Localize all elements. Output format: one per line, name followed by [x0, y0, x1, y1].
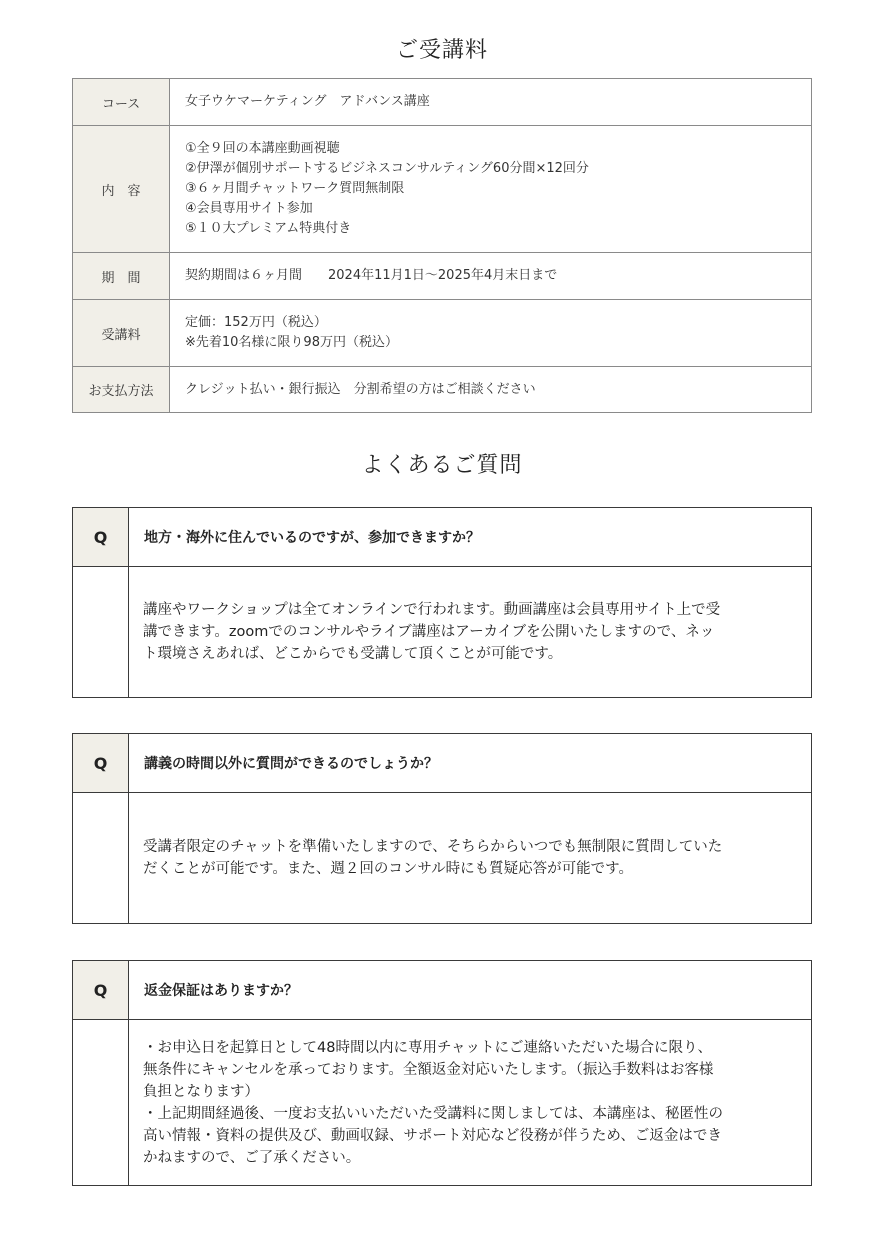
content-item: ①全９回の本講座動画視聴	[185, 141, 340, 156]
answer-line: かねますので、ご了承ください。	[143, 1149, 361, 1166]
fee-value-content	[170, 126, 812, 253]
fee-value-price	[170, 300, 812, 367]
content-item: ④会員専用サイト参加	[185, 201, 313, 216]
answer-gutter	[73, 567, 129, 697]
answer-gutter	[73, 793, 129, 923]
answer-line: 講座やワークショップは全てオンラインで行われます。動画講座は会員専用サイト上で受	[143, 602, 721, 618]
content-item: ⑤１０大プレミアム特典付き	[185, 221, 352, 236]
fee-label-period: 期 間	[73, 253, 170, 300]
fee-label-payment: お支払方法	[73, 367, 170, 413]
faq-item	[72, 733, 812, 924]
fee-row-period	[73, 253, 812, 300]
q-mark: Q	[73, 961, 129, 1019]
answer-line: ト環境さえあれば、どこからでも受講して頂くことが可能です。	[143, 646, 563, 662]
fee-value-payment	[170, 367, 812, 413]
answer-line: ・お申込日を起算日として48時間以内に専用チャットにご連絡いただいた場合に限り、	[143, 1039, 713, 1056]
answer-line: ・上記期間経過後、一度お支払いいただいた受講料に関しましては、本講座は、秘匿性の	[143, 1105, 723, 1122]
faq-section-title: よくあるご質問	[361, 453, 523, 478]
course-name: 女子ウケマーケティング アドバンス講座	[185, 94, 430, 109]
faq-answer	[129, 1020, 811, 1185]
q-mark: Q	[73, 508, 129, 566]
fee-row-price	[73, 300, 812, 367]
faq-answer-row	[73, 1020, 811, 1185]
q-mark: Q	[73, 734, 129, 792]
faq-item	[72, 507, 812, 698]
fee-section-title: ご受講料	[395, 38, 488, 63]
content-item: ③６ヶ月間チャットワーク質問無制限	[185, 181, 405, 196]
payment-text: クレジット払い・銀行振込 分割希望の方はご相談ください	[185, 381, 536, 397]
faq-answer-row	[73, 567, 811, 697]
faq-item	[72, 960, 812, 1186]
faq-question-row	[73, 961, 811, 1020]
faq-question: 返金保証はありますか？	[144, 983, 298, 999]
period-text: 契約期間は６ヶ月間 2024年11月1日～2025年4月末日まで	[185, 268, 558, 283]
fee-label-content: 内 容	[73, 126, 170, 253]
faq-question: 講義の時間以外に質問ができるのでしょうか？	[144, 756, 438, 772]
faq-answer-row	[73, 793, 811, 923]
answer-line: だくことが可能です。また、週２回のコンサル時にも質疑応答が可能です。	[143, 861, 633, 877]
answer-line: 負担となります）	[143, 1083, 259, 1100]
answer-gutter	[73, 1020, 129, 1185]
fee-label-price: 受講料	[73, 300, 170, 367]
answer-line: 無条件にキャンセルを承っております。全額返金対応いたします。（振込手数料はお客様	[143, 1061, 714, 1078]
fee-row-course	[73, 79, 812, 126]
faq-answer	[129, 567, 811, 697]
price-regular: 定価：152万円（税込）	[185, 315, 327, 330]
answer-line: 講できます。zoomでのコンサルやライブ講座はアーカイブを公開いたしますので、ネッ	[143, 624, 715, 640]
answer-line: 高い情報・資料の提供及び、動画収録、サポート対応など役務が伴うため、ご返金はでき	[143, 1127, 722, 1144]
answer-line: 受講者限定のチャットを準備いたしますので、そちらからいつでも無制限に質問していた	[143, 839, 723, 855]
fee-label-course: コース	[73, 79, 170, 126]
price-early: ※先着10名様に限り98万円（税込）	[185, 335, 398, 350]
faq-question: 地方・海外に住んでいるのですが、参加できますか？	[144, 530, 480, 546]
fee-row-content	[73, 126, 812, 253]
faq-question-row	[73, 508, 811, 567]
faq-question-row	[73, 734, 811, 793]
faq-answer	[129, 793, 811, 923]
content-item: ②伊澤が個別サポートするビジネスコンサルティング60分間×12回分	[185, 161, 589, 176]
fee-table	[72, 78, 812, 413]
fee-row-payment	[73, 367, 812, 413]
fee-value-course	[170, 79, 812, 126]
fee-value-period	[170, 253, 812, 300]
